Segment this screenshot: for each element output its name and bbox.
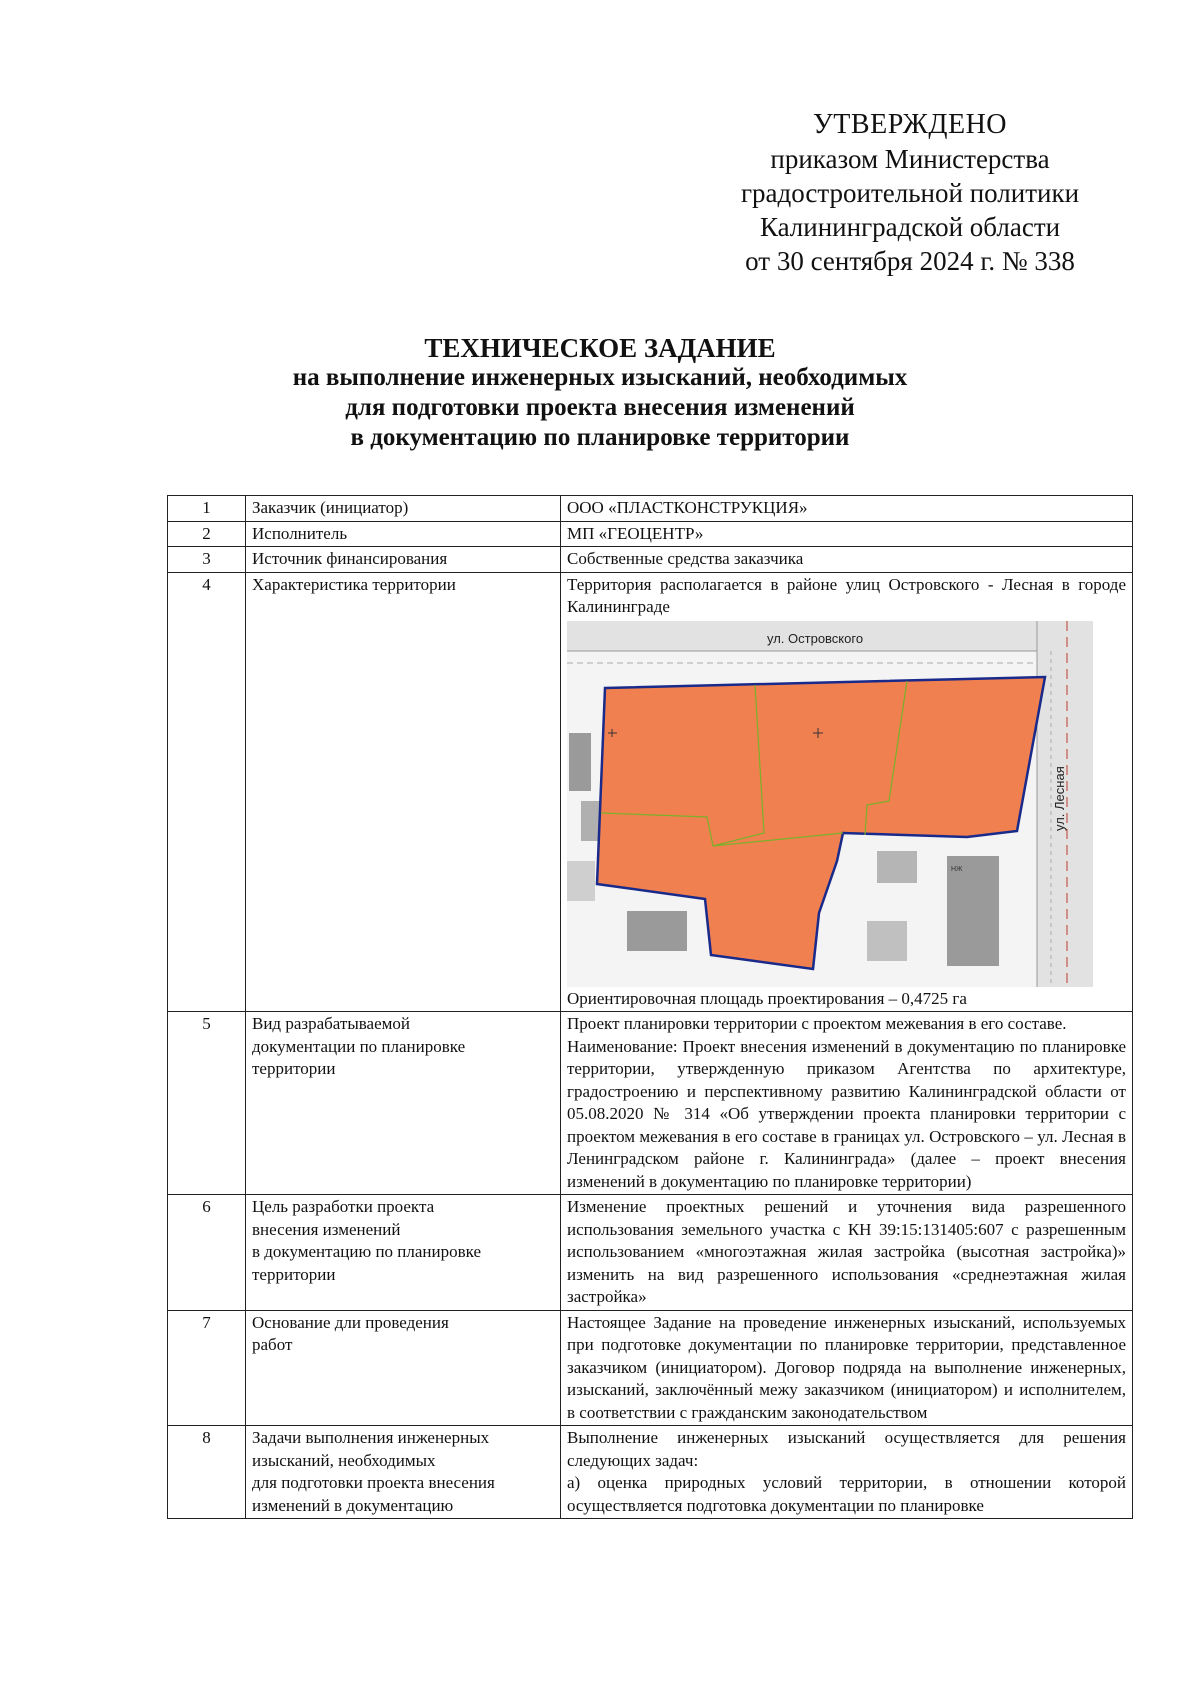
row-number: 5 [168, 1012, 246, 1195]
spec-table [167, 495, 1133, 1519]
table-row [168, 1310, 1133, 1426]
approval-heading: УТВЕРЖДЕНО [812, 109, 1008, 140]
building-label: НЖ [951, 865, 963, 873]
tasks-intro: Выполнение инженерных изысканий осуществляется для решения следующих задач: [567, 1428, 1126, 1470]
row-label: Исполнитель [246, 521, 561, 547]
approval-line: приказом Министерства [770, 144, 1050, 174]
row-number: 7 [168, 1310, 246, 1426]
table-row [168, 1012, 1133, 1195]
row-value [561, 1426, 1133, 1519]
document-title [200, 333, 1000, 453]
row-number: 6 [168, 1195, 246, 1311]
row-label: Задачи выполнения инженерных изысканий, необходимых для подготовки проекта внесения изменений в документацию [246, 1426, 561, 1519]
building [567, 861, 595, 901]
row-value: МП «ГЕОЦЕНТР» [561, 521, 1133, 547]
title-subline: в документацию по планировке территории [350, 424, 850, 451]
approval-stamp [700, 108, 1120, 278]
row-number: 4 [168, 572, 246, 1012]
area-note: Ориентировочная площадь проектирования – 0,4725 га [567, 988, 967, 1008]
street-label-ostrovskogo: ул. Островского [767, 630, 864, 646]
building [877, 851, 917, 883]
table-row [168, 1195, 1133, 1311]
task-item: а) оценка природных условий территории, в отношении которой осуществляется подготовка документации по планировке [567, 1473, 1126, 1515]
title-subline: на выполнение инженерных изысканий, необходимых [292, 364, 908, 391]
row-label: Заказчик (инициатор) [246, 496, 561, 522]
row-value: Собственные средства заказчика [561, 547, 1133, 573]
documentation-name: Наименование: Проект внесения изменений в документацию по планировке территории, утвержденную приказом Агентства по архитектуре, градостроению и перспективному развитию Калининградской области от 05.08.2020 № 314 «Об утверждении проекта планировки территории с проектом межевания в его составе в границах ул. Островского – ул. Лесная в Ленинградском районе г. Калининграда» (далее – проект внесения изменений в документацию по планировке территории) [567, 1036, 1126, 1191]
approval-line: Калининградской области [759, 212, 1061, 242]
table-row [168, 496, 1133, 522]
approval-date: от 30 сентября 2024 г. № 338 [745, 246, 1075, 276]
table-row [168, 572, 1133, 1012]
row-value: Изменение проектных решений и уточнения вида разрешенного использования земельного участка с КН 39:15:131405:607 с разрешенным использованием «многоэтажная жилая застройка (высотная застройка)» изменить на вид разрешенного использования «среднеэтажная жилая застройка» [561, 1195, 1133, 1311]
row-number: 1 [168, 496, 246, 522]
row-value: ООО «ПЛАСТКОНСТРУКЦИЯ» [561, 496, 1133, 522]
row-value [561, 572, 1133, 1012]
row-value [561, 1012, 1133, 1195]
row-label: Основание дли проведения работ [246, 1310, 561, 1426]
building [627, 911, 687, 951]
title-main: ТЕХНИЧЕСКОЕ ЗАДАНИЕ [424, 333, 776, 363]
table-row [168, 521, 1133, 547]
site-map [567, 621, 1093, 987]
row-value: Настоящее Задание на проведение инженерных изысканий, используемых при подготовке документации по планировке территории, представленное заказчиком (инициатором). Договор подряда на выполнение инженерных, изысканий, заключённый межу заказчиком (инициатором) и исполнителем, в соответствии с гражданским законодательством [561, 1310, 1133, 1426]
row-number: 8 [168, 1426, 246, 1519]
table-row [168, 547, 1133, 573]
row-label: Источник финансирования [246, 547, 561, 573]
building [867, 921, 907, 961]
building [569, 733, 591, 791]
row-label: Вид разрабатываемой документации по планировке территории [246, 1012, 561, 1195]
street-label-lesnaya: ул. Лесная [1052, 765, 1067, 831]
approval-line: градостроительной политики [740, 178, 1080, 208]
row-number: 2 [168, 521, 246, 547]
row-label: Характеристика территории [246, 572, 561, 1012]
territory-description: Территория располагается в районе улиц Островского - Лесная в городе Калининграде [567, 574, 1126, 616]
row-label: Цель разработки проекта внесения изменений в документацию по планировке территории [246, 1195, 561, 1311]
row-number: 3 [168, 547, 246, 573]
documentation-type: Проект планировки территории с проектом межевания в его составе. [567, 1014, 1067, 1033]
table-row [168, 1426, 1133, 1519]
title-subline: для подготовки проекта внесения изменений [345, 394, 855, 421]
